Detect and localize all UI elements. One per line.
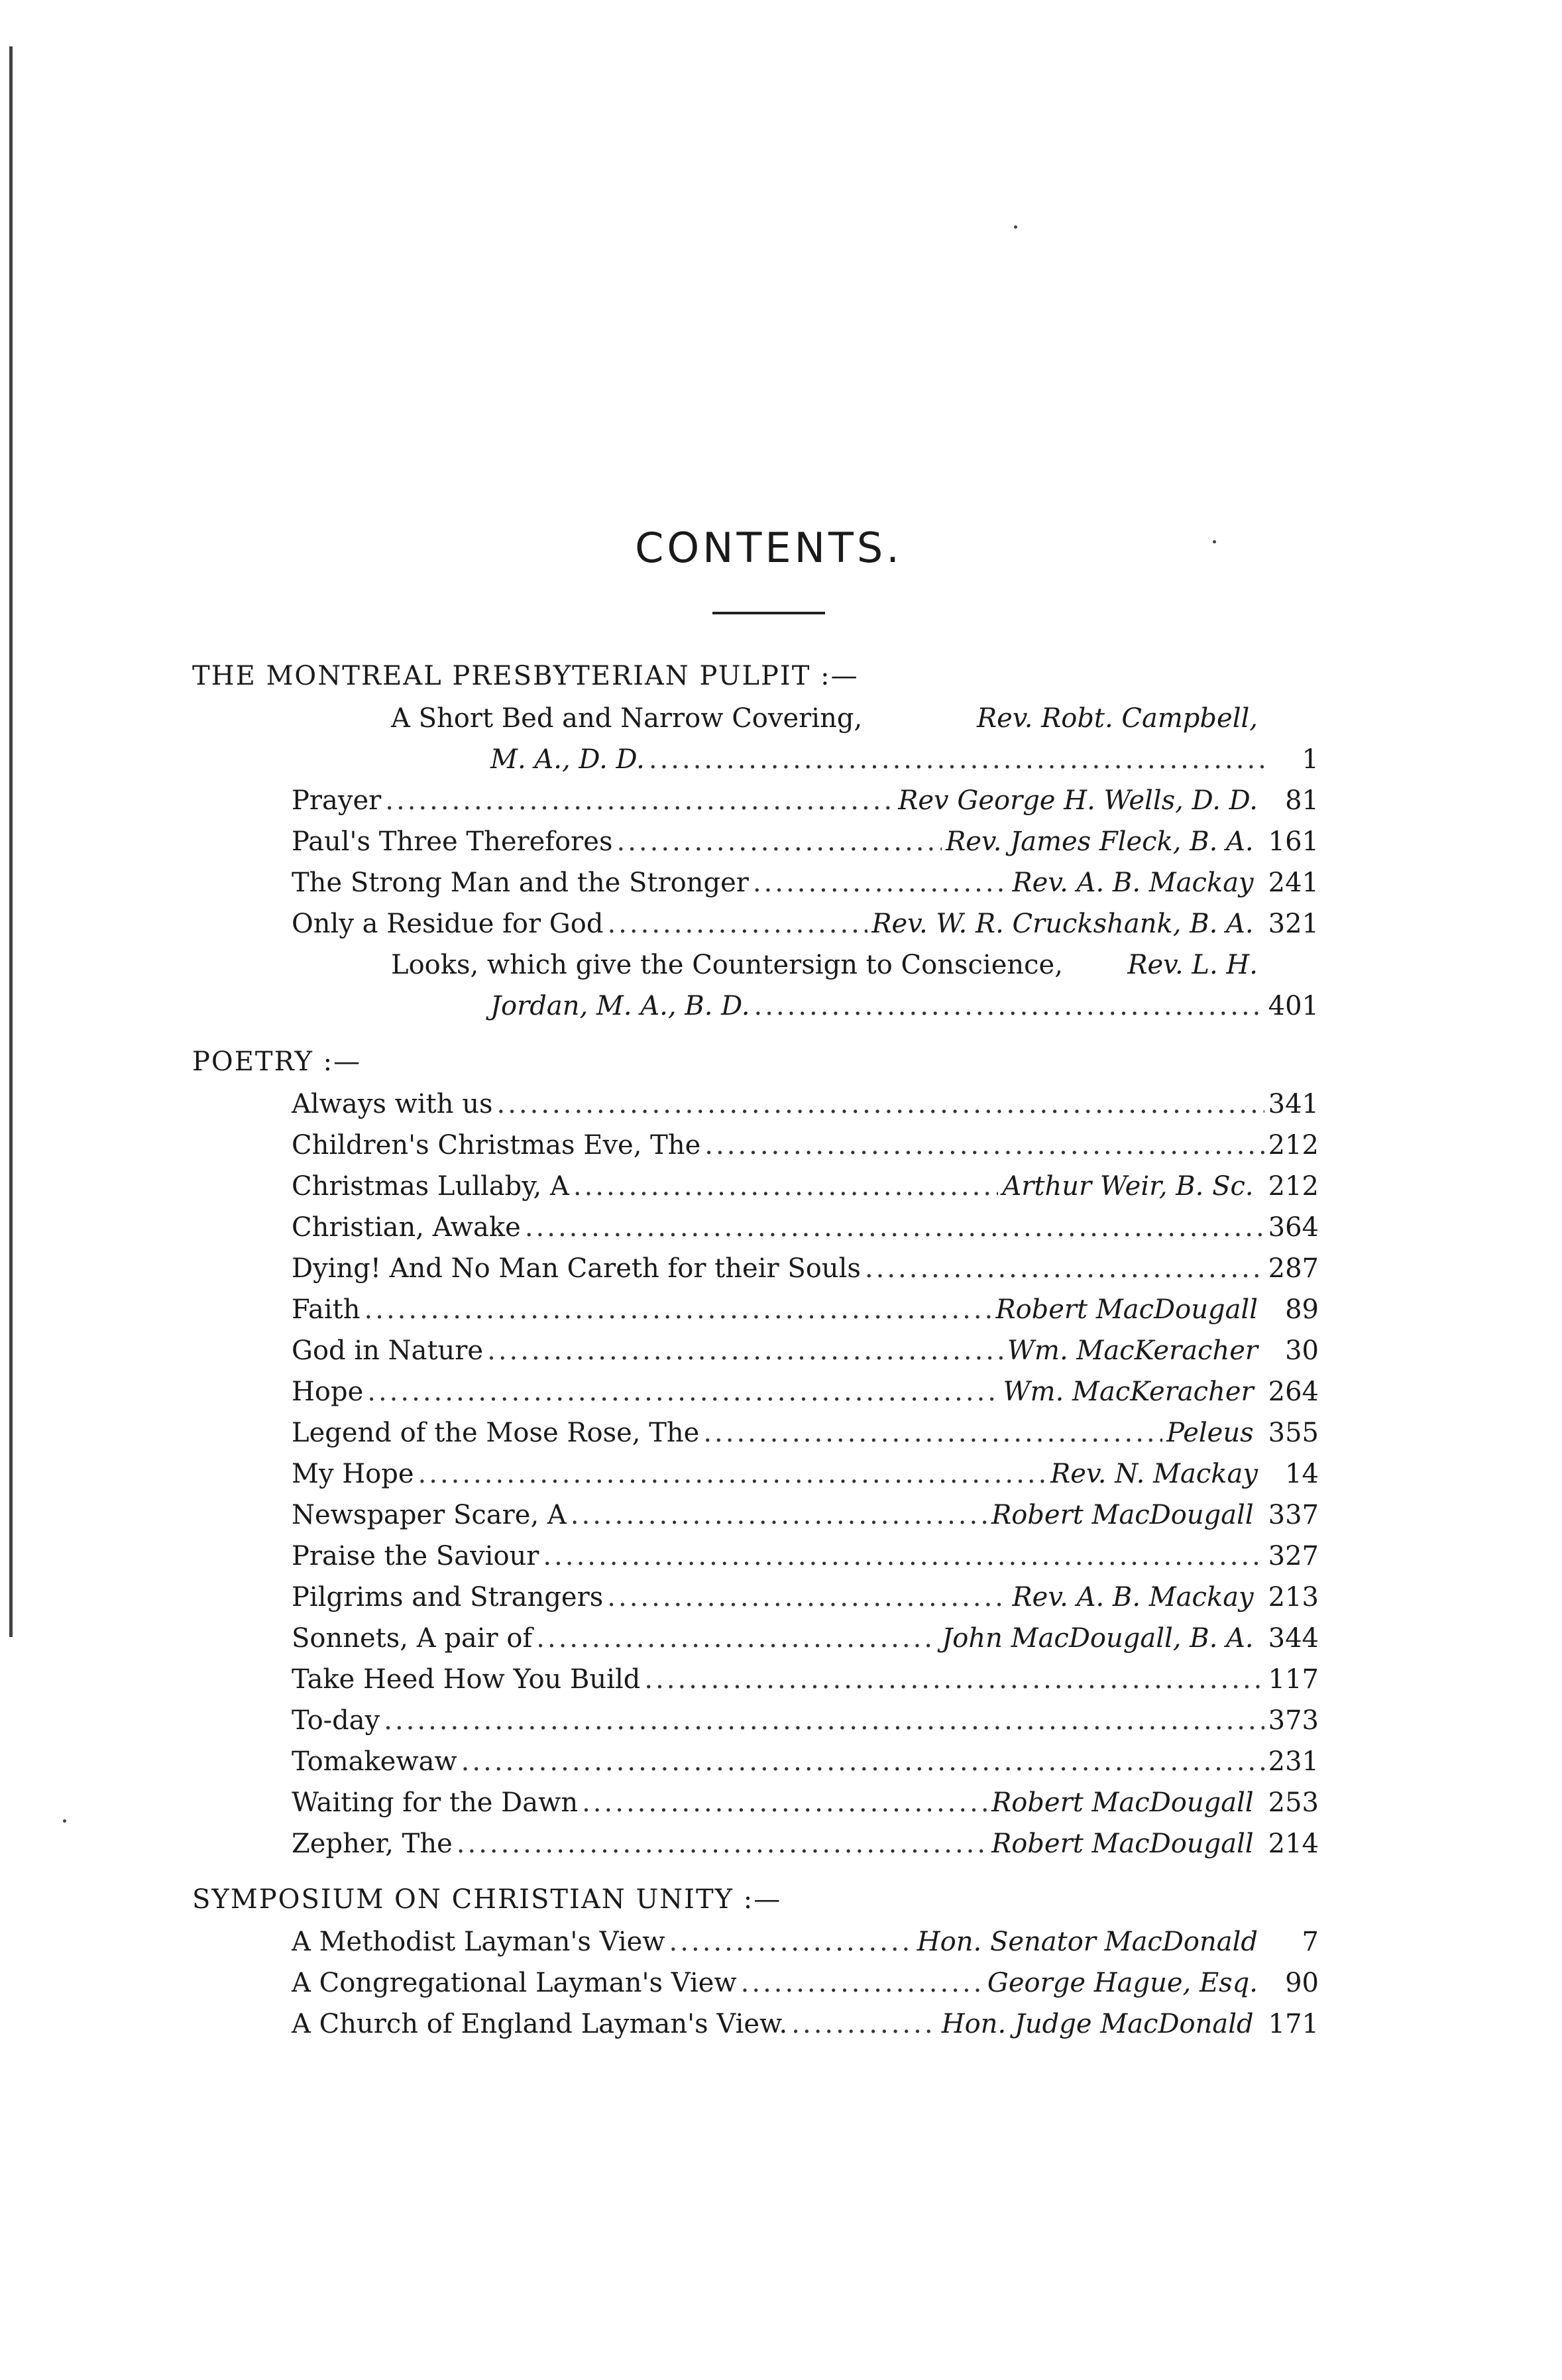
entry-title: Praise the Saviour (292, 1541, 539, 1571)
toc-entry[interactable] (192, 1577, 1319, 1618)
section-heading: POETRY :— (192, 1047, 362, 1077)
toc-entry[interactable] (192, 1289, 1319, 1330)
entry-page: 214 (1268, 1829, 1319, 1859)
dot-leader (367, 1371, 999, 1412)
dot-leader (385, 780, 894, 821)
dot-leader (582, 1782, 987, 1823)
entry-page: 401 (1268, 991, 1319, 1021)
entry-title: Always with us (292, 1089, 493, 1119)
dot-leader (607, 1577, 1008, 1618)
entry-page: 171 (1268, 2009, 1319, 2039)
entry-page: 7 (1302, 1927, 1319, 1957)
entry-page: 253 (1268, 1787, 1319, 1818)
dot-leader (617, 821, 942, 862)
dot-leader (536, 1618, 938, 1659)
entry-list (192, 698, 1319, 1027)
toc-entry[interactable] (192, 944, 1319, 1027)
entry-title: A Congregational Layman's View (292, 1968, 737, 1998)
toc-entry[interactable] (192, 1782, 1319, 1823)
page-title: CONTENTS. (635, 524, 903, 572)
toc-entry[interactable] (192, 1330, 1319, 1371)
dot-leader (461, 1741, 1264, 1782)
entry-page: 355 (1268, 1418, 1319, 1448)
section-symposium (192, 1884, 1319, 2045)
dot-leader (457, 1823, 987, 1864)
entry-title: Paul's Three Therefores (292, 826, 613, 857)
toc-entry[interactable] (192, 698, 1319, 780)
section-heading: SYMPOSIUM ON CHRISTIAN UNITY :— (192, 1884, 782, 1915)
entry-title: Sonnets, A pair of (292, 1623, 533, 1654)
dot-leader (753, 986, 1264, 1027)
entry-author: Robert MacDougall (991, 1787, 1254, 1818)
entry-author: Wm. MacKeracher (1003, 1377, 1254, 1407)
toc-entry[interactable] (192, 1921, 1319, 1962)
dot-leader (418, 1453, 1047, 1495)
contents-page (192, 524, 1319, 2065)
dot-leader (573, 1166, 999, 1207)
entry-author: Rev. James Fleck, B. A. (946, 826, 1254, 857)
entry-author: Peleus (1166, 1418, 1254, 1448)
paper-speck (63, 1819, 66, 1823)
paper-speck (1014, 225, 1017, 229)
toc-entry[interactable] (192, 1700, 1319, 1741)
entry-title: Christmas Lullaby, A (292, 1171, 569, 1202)
toc-entry[interactable] (192, 1371, 1319, 1412)
entry-page: 321 (1268, 909, 1319, 939)
entry-author-continued: Jordan, M. A., B. D. (490, 991, 750, 1021)
entry-page: 212 (1268, 1171, 1319, 1202)
toc-entry[interactable] (192, 780, 1319, 821)
section-poetry (192, 1047, 1319, 1864)
toc-entry[interactable] (192, 1659, 1319, 1700)
entry-title: Looks, which give the Countersign to Conscience, (391, 950, 1063, 980)
entry-page: 287 (1268, 1253, 1319, 1284)
entry-author: Rev. A. B. Mackay (1012, 868, 1254, 898)
entry-author: Rev George H. Wells, D. D. (898, 785, 1258, 816)
toc-entry[interactable] (192, 2004, 1319, 2045)
entry-page: 364 (1268, 1212, 1319, 1243)
entry-page: 344 (1268, 1623, 1319, 1654)
entry-title: God in Nature (292, 1335, 484, 1366)
entry-author: Wm. MacKeracher (1007, 1335, 1258, 1366)
page-edge-shadow (9, 46, 13, 1637)
section-heading: THE MONTREAL PRESBYTERIAN PULPIT :— (192, 661, 859, 691)
toc-entry[interactable] (192, 1823, 1319, 1864)
entry-author: Robert MacDougall (991, 1829, 1254, 1859)
toc-entry[interactable] (192, 1962, 1319, 2004)
entry-list (192, 1084, 1319, 1864)
entry-page: 327 (1268, 1541, 1319, 1571)
entry-title: Take Heed How You Build (292, 1664, 641, 1695)
entry-title: Only a Residue for God (292, 909, 604, 939)
entry-title: My Hope (292, 1459, 414, 1489)
entry-page: 213 (1268, 1582, 1319, 1613)
entry-title: Pilgrims and Strangers (292, 1582, 604, 1613)
entry-title: Tomakewaw (292, 1746, 457, 1777)
entry-title: Prayer (292, 785, 382, 816)
entry-title: Faith (292, 1294, 361, 1325)
entry-title: A Short Bed and Narrow Covering, (391, 703, 863, 734)
toc-entry[interactable] (192, 1741, 1319, 1782)
toc-entry[interactable] (192, 1248, 1319, 1289)
dot-leader (703, 1412, 1162, 1453)
dot-leader (753, 862, 1009, 903)
toc-entry[interactable] (192, 862, 1319, 903)
dot-leader (607, 903, 867, 944)
entry-list (192, 1921, 1319, 2045)
dot-leader (543, 1536, 1264, 1577)
entry-page: 241 (1268, 868, 1319, 898)
section-pulpit (192, 661, 1319, 1027)
entry-title: The Strong Man and the Stronger (292, 868, 749, 898)
entry-page: 30 (1285, 1335, 1319, 1366)
toc-entry[interactable] (192, 1084, 1319, 1125)
entry-page: 14 (1285, 1459, 1319, 1489)
entry-page: 341 (1268, 1089, 1319, 1119)
toc-entry[interactable] (192, 821, 1319, 862)
entry-page: 373 (1268, 1705, 1319, 1736)
entry-page: 161 (1268, 826, 1319, 857)
dot-leader (704, 1125, 1264, 1166)
toc-entry[interactable] (192, 1453, 1319, 1495)
entry-author: George Hague, Esq. (987, 1968, 1258, 1998)
toc-entry[interactable] (192, 903, 1319, 944)
dot-leader (571, 1495, 987, 1536)
dot-leader (669, 1921, 913, 1962)
entry-page: 231 (1268, 1746, 1319, 1777)
dot-leader (644, 1659, 1264, 1700)
entry-author-continued: M. A., D. D. (490, 744, 645, 775)
entry-title: A Methodist Layman's View (292, 1927, 665, 1957)
entry-author: Arthur Weir, B. Sc. (1002, 1171, 1254, 1202)
dot-leader (649, 739, 1268, 780)
dot-leader (364, 1289, 992, 1330)
entry-page: 117 (1268, 1664, 1319, 1695)
entry-page: 89 (1285, 1294, 1319, 1325)
entry-page: 264 (1268, 1377, 1319, 1407)
entry-title: Zepher, The (292, 1829, 453, 1859)
toc-entry[interactable] (192, 1207, 1319, 1248)
dot-leader (496, 1084, 1264, 1125)
entry-page: 337 (1268, 1500, 1319, 1530)
entry-title: Legend of the Mose Rose, The (292, 1418, 700, 1448)
entry-author: Robert MacDougall (991, 1500, 1254, 1530)
entry-title: Newspaper Scare, A (292, 1500, 567, 1530)
entry-author: Robert MacDougall (995, 1294, 1258, 1325)
entry-title: Christian, Awake (292, 1212, 521, 1243)
toc-entry[interactable] (192, 1166, 1319, 1207)
entry-title: Dying! And No Man Careth for their Souls (292, 1253, 861, 1284)
dot-leader (487, 1330, 1003, 1371)
entry-page: 81 (1285, 785, 1319, 816)
entry-page: 1 (1302, 744, 1319, 775)
dot-leader (741, 1962, 983, 2004)
toc-entry[interactable] (192, 1412, 1319, 1453)
entry-page: 90 (1285, 1968, 1319, 1998)
entry-title: To-day (292, 1705, 380, 1736)
entry-author: Rev. Robt. Campbell, (977, 703, 1258, 734)
toc-entry[interactable] (192, 1495, 1319, 1536)
entry-author: John MacDougall, B. A. (942, 1623, 1254, 1654)
title-rule (712, 612, 825, 614)
dot-leader (384, 1700, 1264, 1741)
dot-leader (865, 1248, 1264, 1289)
entry-author: Hon. Judge MacDonald (941, 2009, 1254, 2039)
entry-page: 212 (1268, 1130, 1319, 1161)
entry-title: Hope (292, 1377, 364, 1407)
entry-author: Hon. Senator MacDonald (917, 1927, 1258, 1957)
dot-leader (791, 2004, 937, 2045)
toc-entry[interactable] (192, 1125, 1319, 1166)
dot-leader (525, 1207, 1264, 1248)
entry-title: A Church of England Layman's View. (292, 2009, 788, 2039)
entry-author: Rev. L. H. (1127, 950, 1258, 980)
toc-entry[interactable] (192, 1618, 1319, 1659)
toc-entry[interactable] (192, 1536, 1319, 1577)
entry-author: Rev. W. R. Cruckshank, B. A. (871, 909, 1254, 939)
entry-author: Rev. N. Mackay (1050, 1459, 1258, 1489)
entry-title: Children's Christmas Eve, The (292, 1130, 701, 1161)
entry-title: Waiting for the Dawn (292, 1787, 579, 1818)
entry-author: Rev. A. B. Mackay (1012, 1582, 1254, 1613)
